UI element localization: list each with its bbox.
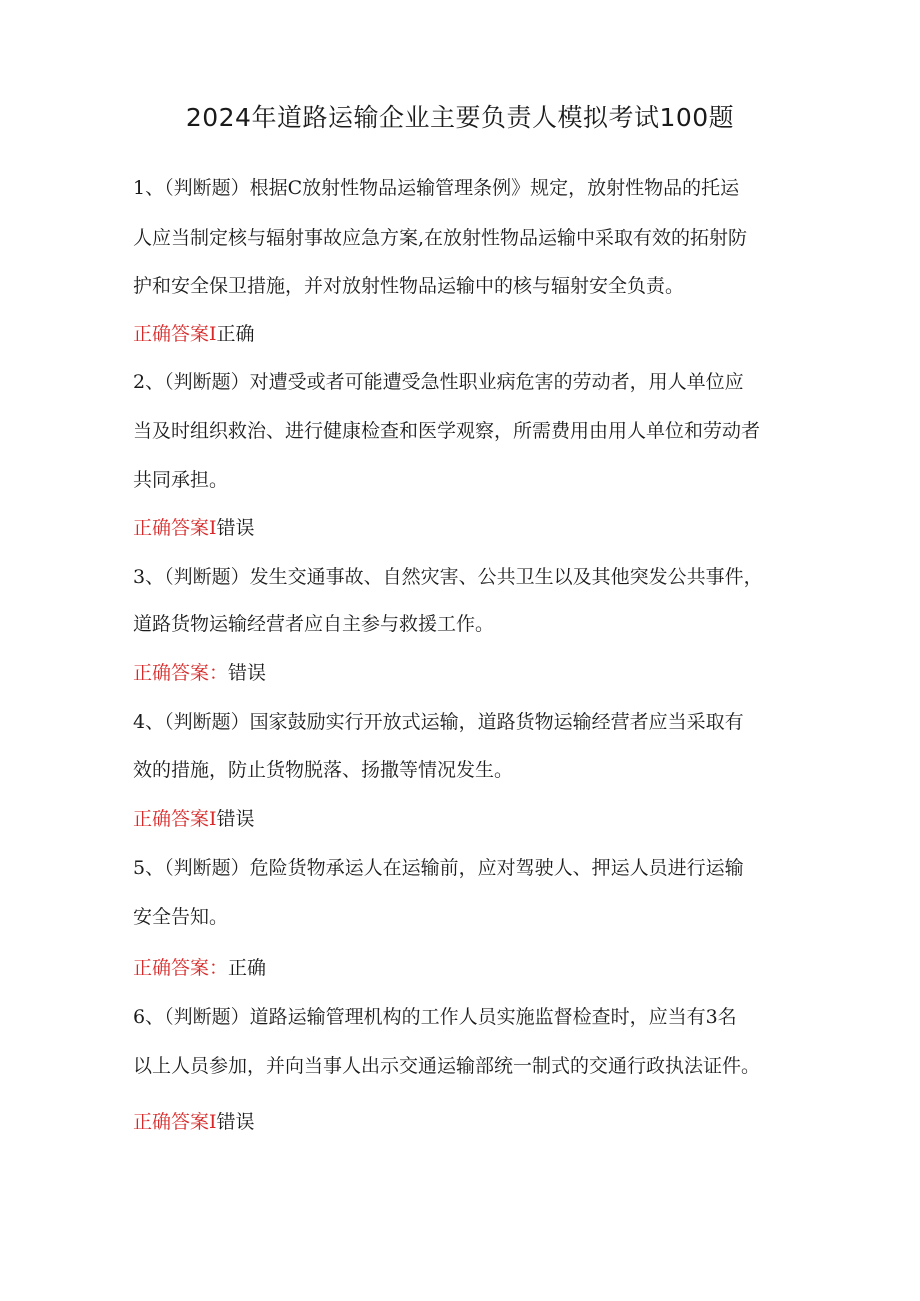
question-6-answer <box>133 1108 255 1136</box>
question-2-answer <box>133 514 255 542</box>
question-5-line-1: 5、（判断题）危险货物承运人在运输前，应对驾驶人、押运人员进行运输 <box>133 857 744 879</box>
question-1-line-3: 护和安全保卫措施，并对放射性物品运输中的核与辐射安全负责。 <box>133 275 685 297</box>
question-1-answer <box>133 320 255 348</box>
answer-value: 错误 <box>228 662 267 684</box>
question-2-line-2: 当及时组织救治、进行健康检查和医学观察，所需费用由用人单位和劳动者 <box>133 420 761 442</box>
question-2-line-3: 共同承担。 <box>133 469 229 491</box>
answer-label: 正确答案I <box>133 1111 217 1133</box>
question-5-line-2: 安全告知。 <box>133 906 229 928</box>
answer-value: 错误 <box>216 808 255 830</box>
answer-value: 错误 <box>216 1111 255 1133</box>
answer-label: 正确答案I <box>133 808 217 830</box>
question-2-line-1: 2、（判断题）对遭受或者可能遭受急性职业病危害的劳动者，用人单位应 <box>133 371 744 393</box>
question-6-line-1: 6、（判断题）道路运输管理机构的工作人员实施监督检查时，应当有3名 <box>133 1006 737 1028</box>
question-4-line-1: 4、（判断题）国家鼓励实行开放式运输，道路货物运输经营者应当采取有 <box>133 711 744 733</box>
question-3-answer <box>133 659 266 687</box>
question-3-line-1: 3、（判断题）发生交通事故、自然灾害、公共卫生以及其他突发公共事件， <box>133 566 763 588</box>
question-6-line-2: 以上人员参加，并向当事人出示交通运输部统一制式的交通行政执法证件。 <box>133 1055 761 1077</box>
question-4-line-2: 效的措施，防止货物脱落、扬撒等情况发生。 <box>133 759 514 781</box>
answer-value: 正确 <box>216 323 255 345</box>
question-3-line-2: 道路货物运输经营者应自主参与救援工作。 <box>133 613 495 635</box>
answer-value: 错误 <box>216 517 255 539</box>
answer-label: 正确答案I <box>133 323 217 345</box>
question-5-answer <box>133 954 266 982</box>
document-title: 2024年道路运输企业主要负责人模拟考试100题 <box>185 103 735 132</box>
answer-value: 正确 <box>228 957 267 979</box>
question-1-line-1: 1、（判断题）根据C放射性物品运输管理条例》规定，放射性物品的托运 <box>133 177 740 199</box>
answer-label: 正确答案： <box>133 662 229 684</box>
answer-label: 正确答案I <box>133 517 217 539</box>
question-1-line-2: 人应当制定核与辐射事故应急方案,在放射性物品运输中采取有效的拓射防 <box>133 227 748 249</box>
question-4-answer <box>133 805 255 833</box>
answer-label: 正确答案： <box>133 957 229 979</box>
